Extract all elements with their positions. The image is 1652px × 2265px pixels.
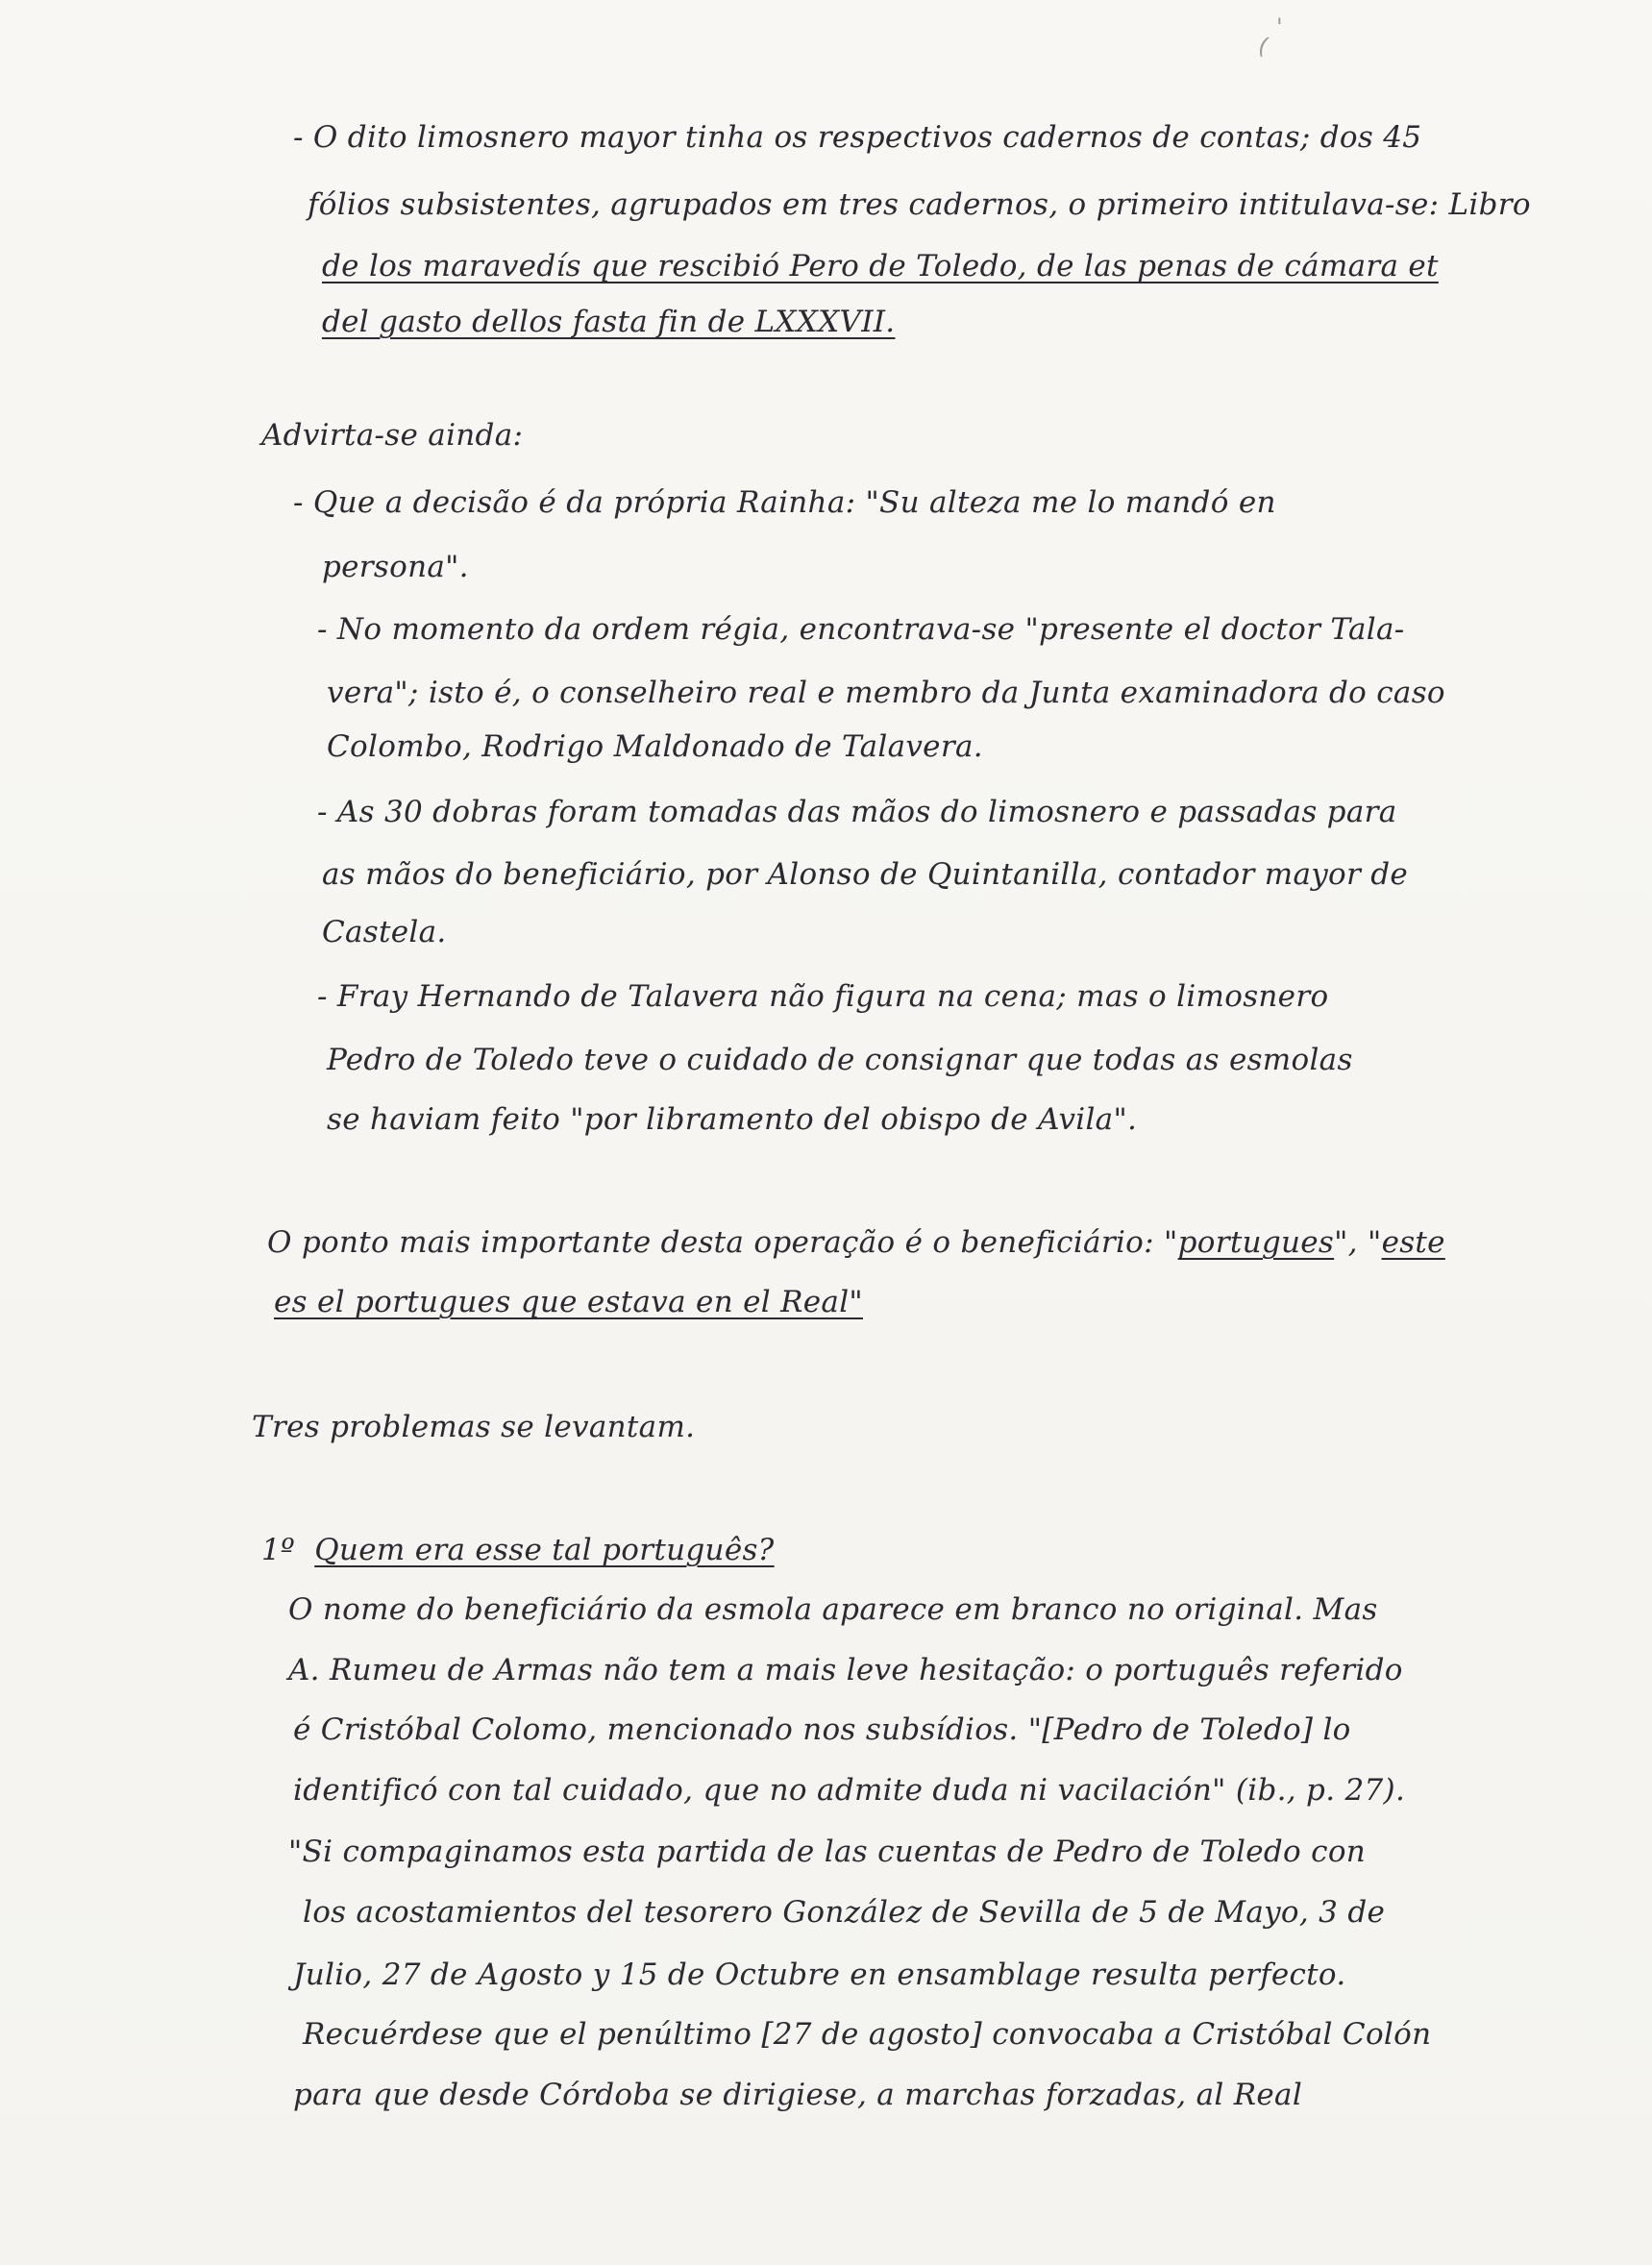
question-title: Quem era esse tal português? — [314, 1533, 775, 1567]
handwritten-line: Pedro de Toledo teve o cuidado de consignar que todas as esmolas — [327, 1043, 1353, 1077]
handwritten-line: - Que a decisão é da própria Rainha: "Su alteza me lo mandó en — [293, 485, 1276, 520]
handwritten-line: se haviam feito "por libramento del obispo de Avila". — [327, 1102, 1138, 1137]
question-number: 1º — [261, 1533, 295, 1567]
underlined-word: portugues — [1177, 1225, 1335, 1260]
handwritten-line: "Si compaginamos esta partida de las cuentas de Pedro de Toledo con — [288, 1834, 1367, 1869]
handwritten-heading: Advirta-se ainda: — [261, 418, 524, 453]
handwritten-line: - As 30 dobras foram tomadas das mãos do limosnero e passadas para — [317, 795, 1397, 829]
handwritten-line: O nome do beneficiário da esmola aparece em branco no original. Mas — [288, 1592, 1378, 1627]
line-text: ", " — [1334, 1225, 1382, 1260]
handwritten-line-underlined: es el portugues que estava en el Real" — [274, 1285, 863, 1319]
handwritten-line-underlined: del gasto dellos fasta fin de LXXXVII. — [322, 305, 896, 339]
handwritten-line: vera"; isto é, o conselheiro real e membro da Junta examinadora do caso — [327, 676, 1445, 710]
handwritten-line: fólios subsistentes, agrupados em tres cadernos, o primeiro intitulava-se: Libro — [308, 187, 1531, 222]
handwritten-line: Castela. — [322, 915, 447, 949]
handwritten-line: Tres problemas se levantam. — [252, 1410, 696, 1444]
handwritten-line: persona". — [322, 550, 469, 584]
handwritten-line: - No momento da ordem régia, encontrava-se "presente el doctor Tala- — [317, 612, 1405, 647]
handwritten-line: as mãos do beneficiário, por Alonso de Quintanilla, contador mayor de — [322, 857, 1409, 892]
question-heading — [261, 1533, 775, 1567]
handwritten-line: Recuérdese que el penúltimo [27 de agosto] convocaba a Cristóbal Colón — [303, 2017, 1432, 2052]
handwritten-line: los acostamientos del tesorero González de Sevilla de 5 de Mayo, 3 de — [303, 1895, 1386, 1930]
handwritten-line: identificó con tal cuidado, que no admite duda ni vacilación" (ib., p. 27). — [293, 1773, 1406, 1808]
handwritten-line: é Cristóbal Colomo, mencionado nos subsídios. "[Pedro de Toledo] lo — [293, 1712, 1351, 1747]
margin-curl-mark: ( — [1254, 32, 1272, 61]
handwritten-line: A. Rumeu de Armas não tem a mais leve hesitação: o português referido — [288, 1653, 1403, 1687]
handwritten-line: - Fray Hernando de Talavera não figura na cena; mas o limosnero — [317, 979, 1329, 1014]
handwritten-line: - O dito limosnero mayor tinha os respectivos cadernos de contas; dos 45 — [293, 120, 1422, 155]
line-text: O ponto mais importante desta operação é o beneficiário: " — [267, 1225, 1178, 1260]
underlined-word: este — [1381, 1225, 1445, 1260]
handwritten-line — [267, 1225, 1445, 1260]
handwritten-line-underlined: de los maravedís que rescibió Pero de Toledo, de las penas de cámara et — [322, 249, 1439, 283]
handwritten-line: Julio, 27 de Agosto y 15 de Octubre en ensamblage resulta perfecto. — [293, 1957, 1346, 1992]
margin-tick-mark: ' — [1276, 13, 1283, 40]
handwritten-line: para que desde Córdoba se dirigiese, a marchas forzadas, al Real — [293, 2078, 1303, 2112]
handwritten-line: Colombo, Rodrigo Maldonado de Talavera. — [327, 729, 983, 764]
